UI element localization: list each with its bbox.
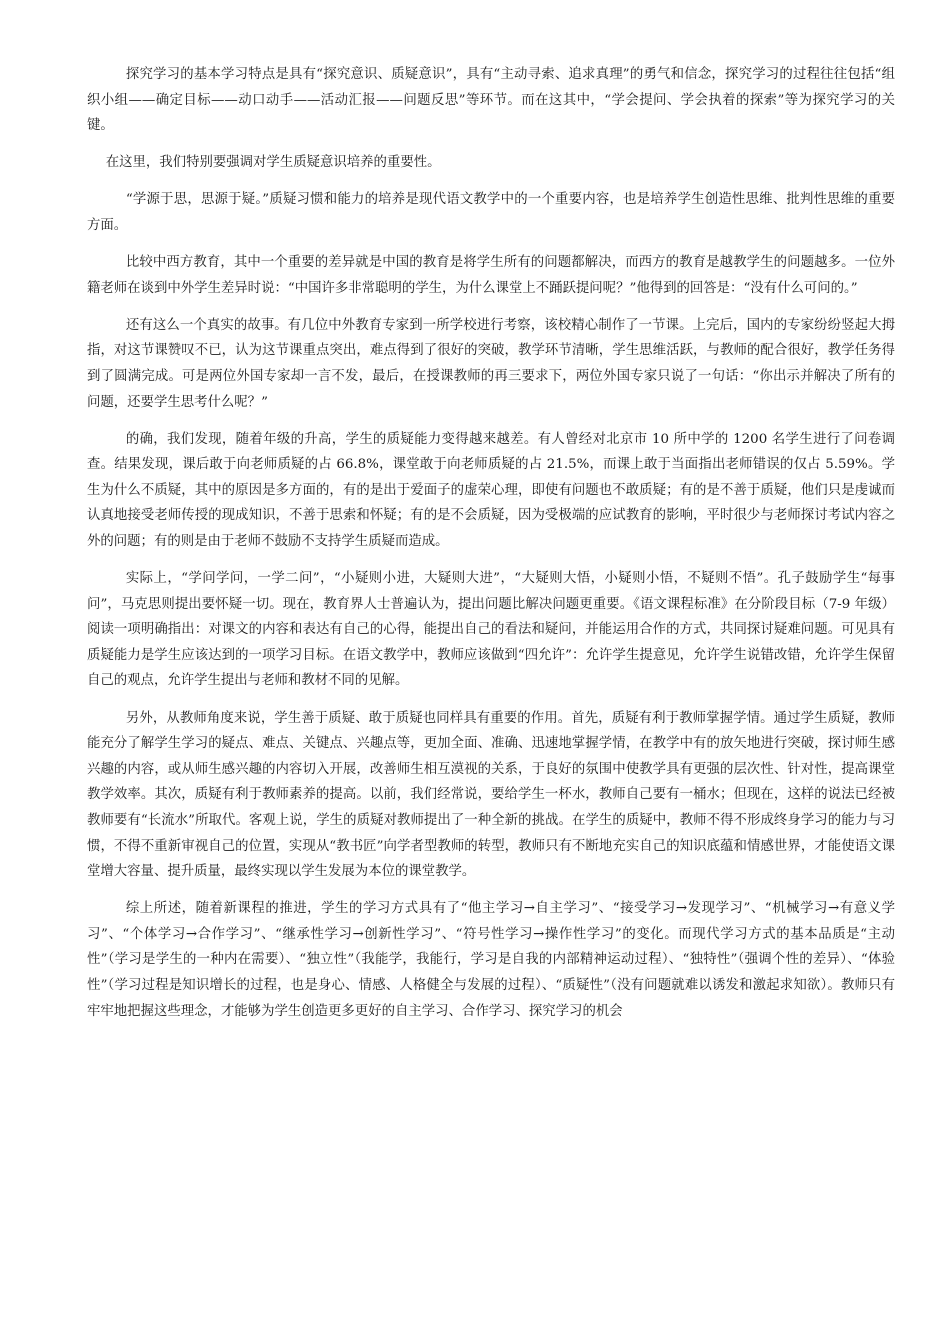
paragraph-9: 综上所述，随着新课程的推进，学生的学习方式具有了“他主学习→自主学习”、“接受学习→发现学习”、“机械学习→有意义学习”、“个体学习→合作学习”、“继承性学习→创新性学习”、“符号性学习→操作性学习”的变化。而现代学习方式的基本品质是“主动性”（学习是学生的一种内在需要）、“独立性”（我能学，我能行，学习是自我的内部精神运动过程）、“独特性”（强调个性的差异）、“体验性”（学习过程是知识增长的过程，也是身心、情感、人格健全与发展的过程）、“质疑性”（没有问题就难以诱发和激起求知欲）。教师只有牢牢地把握这些理念，才能够为学生创造更多更好的自主学习、合作学习、探究学习的机会 [87, 901, 895, 1019]
paragraph-2: 在这里，我们特别要强调对学生质疑意识培养的重要性。 [105, 155, 441, 171]
paragraph-7: 实际上，“学问学问，一学二问”，“小疑则小进，大疑则大进”，“大疑则大悟，小疑则小悟，不疑则不悟”。孔子鼓励学生“每事问”，马克思则提出要怀疑一切。现在，教育界人士普遍认为，提出问题比解决问题更重要。《语文课程标准》在分阶段目标（7-9 年级）阅读一项明确指出：对课文的内容和表达有自己的心得，能提出自己的看法和疑问，并能运用合作的方式，共同探讨疑难问题。可见具有质疑能力是学生应该达到的一项学习目标。在语文教学中，教师应该做到“四允许”：允许学生提意见，允许学生说错改错，允许学生保留自己的观点，允许学生提出与老师和教材不同的见解。 [87, 571, 895, 689]
paragraph-5: 还有这么一个真实的故事。有几位中外教育专家到一所学校进行考察，该校精心制作了一节课。上完后，国内的专家纷纷竖起大拇指，对这节课赞叹不已，认为这节课重点突出，难点得到了很好的突破，教学环节清晰，学生思维活跃，与教师的配合很好，教学任务得到了圆满完成。可是两位外国专家却一言不发，最后，在授课教师的再三要求下，两位外国专家只说了一句话：“你出示并解决了所有的问题，还要学生思考什么呢？” [87, 317, 895, 410]
document-body [87, 62, 895, 1036]
paragraph-8: 另外，从教师角度来说，学生善于质疑、敢于质疑也同样具有重要的作用。首先，质疑有利于教师掌握学情。通过学生质疑，教师能充分了解学生学习的疑点、难点、关键点、兴趣点等，更加全面、准确、迅速地掌握学情，在教学中有的放矢地进行突破，探讨师生感兴趣的内容，或从师生感兴趣的内容切入开展，改善师生相互漠视的关系，于良好的氛围中使教学具有更强的层次性、针对性，提高课堂教学效率。其次，质疑有利于教师素养的提高。以前，我们经常说，要给学生一杯水，教师自己要有一桶水；但现在，这样的说法已经被教师要有“长流水”所取代。客观上说，学生的质疑对教师提出了一种全新的挑战。在学生的质疑中，教师不得不形成终身学习的能力与习惯，不得不重新审视自己的位置，实现从“教书匠”向学者型教师的转型，教师只有不断地充实自己的知识底蕴和情感世界，才能使语文课堂增大容量、提升质量，最终实现以学生发展为本位的课堂教学。 [87, 710, 895, 880]
paragraph-6: 的确，我们发现，随着年级的升高，学生的质疑能力变得越来越差。有人曾经对北京市 10 所中学的 1200 名学生进行了问卷调查。结果发现，课后敢于向老师质疑的占 66.8%，课堂敢于向老师质疑的占 21.5%，而课上敢于当面指出老师错误的仅占 5.59%。学生为什么不质疑，其中的原因是多方面的，有的是出于爱面子的虚荣心理，即使有问题也不敢质疑；有的是不善于质疑，他们只是虔诚而认真地接受老师传授的现成知识，不善于思索和怀疑；有的是不会质疑，因为受极端的应试教育的影响，平时很少与老师探讨考试内容之外的问题；有的则是由于老师不鼓励不支持学生质疑而造成。 [87, 431, 895, 549]
paragraph-4: 比较中西方教育，其中一个重要的差异就是中国的教育是将学生所有的问题都解决，而西方的教育是越教学生的问题越多。一位外籍老师在谈到中外学生差异时说：“中国许多非常聪明的学生，为什么课堂上不踊跃提问呢？”他得到的回答是：“没有什么可问的。” [87, 255, 895, 296]
paragraph-1: 探究学习的基本学习特点是具有“探究意识、质疑意识”，具有“主动寻索、追求真理”的勇气和信念，探究学习的过程往往包括“组织小组——确定目标——动口动手——活动汇报——问题反思”等环节。而在这其中，“学会提问、学会执着的探索”等为探究学习的关键。 [87, 67, 895, 134]
paragraph-3: “学源于思，思源于疑。”质疑习惯和能力的培养是现代语文教学中的一个重要内容，也是培养学生创造性思维、批判性思维的重要方面。 [87, 192, 895, 233]
